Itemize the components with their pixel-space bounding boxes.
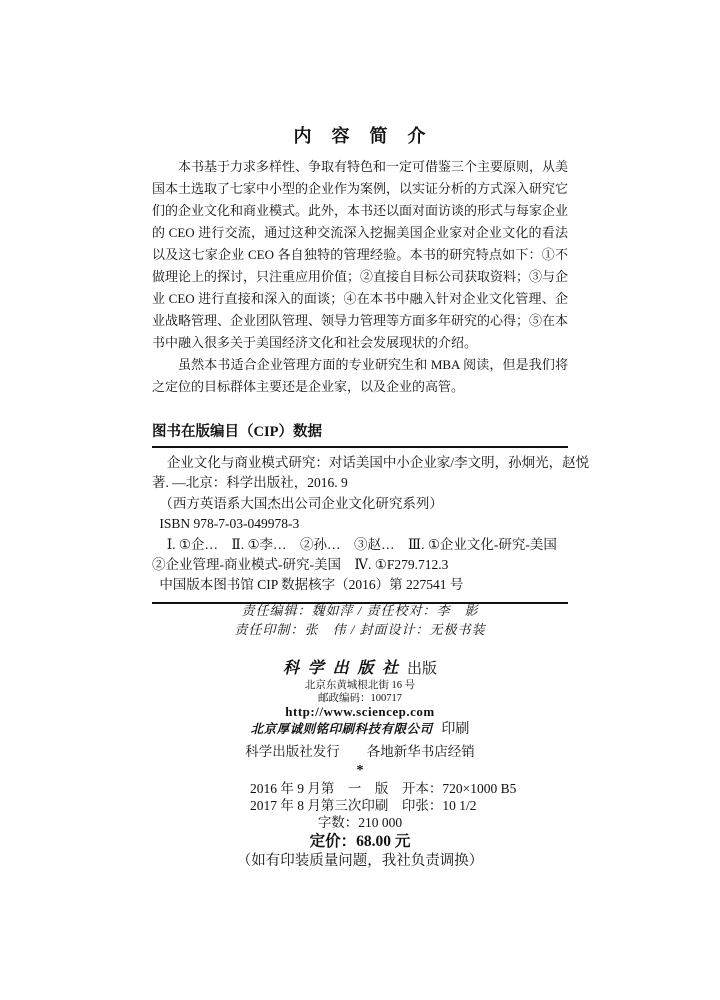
printer-company: 北京厚诚则铭印刷科技有限公司: [250, 722, 433, 736]
intro-body: [152, 156, 568, 398]
cip-title-line: 企业文化与商业模式研究：对话美国中小企业家/李文明，孙炯光，赵悦: [166, 455, 590, 470]
printrun-block: [250, 780, 516, 814]
publisher-website: http://www.sciencep.com: [285, 704, 435, 719]
cip-classification-continuation: ②企业管理-商业模式-研究-美国 Ⅳ. ①F279.712.3: [152, 557, 449, 573]
price-line: 定价：68.00 元: [309, 833, 411, 850]
edition-text: 2016 年 9 月第 一 版: [250, 781, 389, 796]
edition-line: [250, 780, 516, 797]
distribution-line: 科学出版社发行 各地新华书店经销: [245, 744, 475, 759]
impression-text: 2017 年 8 月第三次印刷: [250, 798, 389, 813]
cip-title-continuation: 著. —北京：科学出版社，2016. 9: [152, 475, 348, 491]
impression-line: [250, 797, 516, 814]
cip-classification-line: Ⅰ. ①企… Ⅱ. ①李… ②孙… ③赵… Ⅲ. ①企业文化-研究-美国: [166, 536, 557, 552]
publisher-address: 北京东黄城根北街 16 号: [304, 680, 416, 691]
star-divider: *: [356, 763, 364, 778]
sheets-text: 印张：10 1/2: [401, 798, 477, 813]
publisher-logotype: 科学出版社: [282, 660, 407, 677]
wordcount-line: 字数：210 000: [317, 815, 403, 830]
cip-heading: 图书在版编目（CIP）数据: [152, 424, 322, 440]
cip-isbn-line: ISBN 978-7-03-049978-3: [159, 516, 300, 532]
intro-title: 内 容 简 介: [293, 126, 427, 146]
publisher-name-line: [0, 660, 720, 678]
intro-paragraph-1: 本书基于力求多样性、争取有特色和一定可借鉴三个主要原则，从美国本土选取了七家中小型的企业作为案例，以实证分析的方式深入研究它们的企业文化和商业模式。此外，本书还以面对面访谈的形式与每家企业的 CEO 进行交流，通过这种交流深入挖掘美国企业家对企业文化的看法以及这七家企业 CEO 各自独特的管理经验。本书的研究特点如下：①不做理论上的探讨，只注重应用价值；②直接自目标公司获取资料；③与企业 CEO 进行直接和深入的面谈；④在本书中融入针对企业文化管理、企业战略管理、企业团队管理、领导力管理等方面多年研究的心得；⑤在本书中融入很多关于美国经济文化和社会发展现状的介绍。: [152, 159, 569, 350]
credits-printer-line: 责任印制：张 伟 / 封面设计：无极书装: [234, 622, 486, 637]
cip-series-line: （西方英语系大国杰出公司企业文化研究系列）: [159, 495, 443, 511]
cip-section: [152, 424, 590, 604]
cip-registry-line: 中国版本图书馆 CIP 数据核字（2016）第 227541 号: [159, 577, 464, 593]
publisher-postcode: 邮政编码：100717: [318, 693, 402, 704]
credits-editor-line: 责任编辑：魏如萍 / 责任校对：李 影: [241, 603, 479, 618]
publisher-name-suffix: 出版: [407, 661, 438, 677]
printer-line: [0, 721, 720, 738]
cip-lines: [152, 453, 590, 596]
quality-note: （如有印装质量问题，我社负责调换）: [236, 853, 484, 869]
cip-rule-top: [152, 446, 568, 448]
printer-suffix: 印刷: [441, 722, 470, 737]
editorial-credits: [0, 601, 720, 639]
intro-paragraph-2: 虽然本书适合企业管理方面的专业研究生和 MBA 阅读，但是我们将之定位的目标群体主要还是企业家，以及企业的高管。: [152, 357, 568, 394]
format-text: 开本：720×1000 B5: [401, 781, 517, 796]
